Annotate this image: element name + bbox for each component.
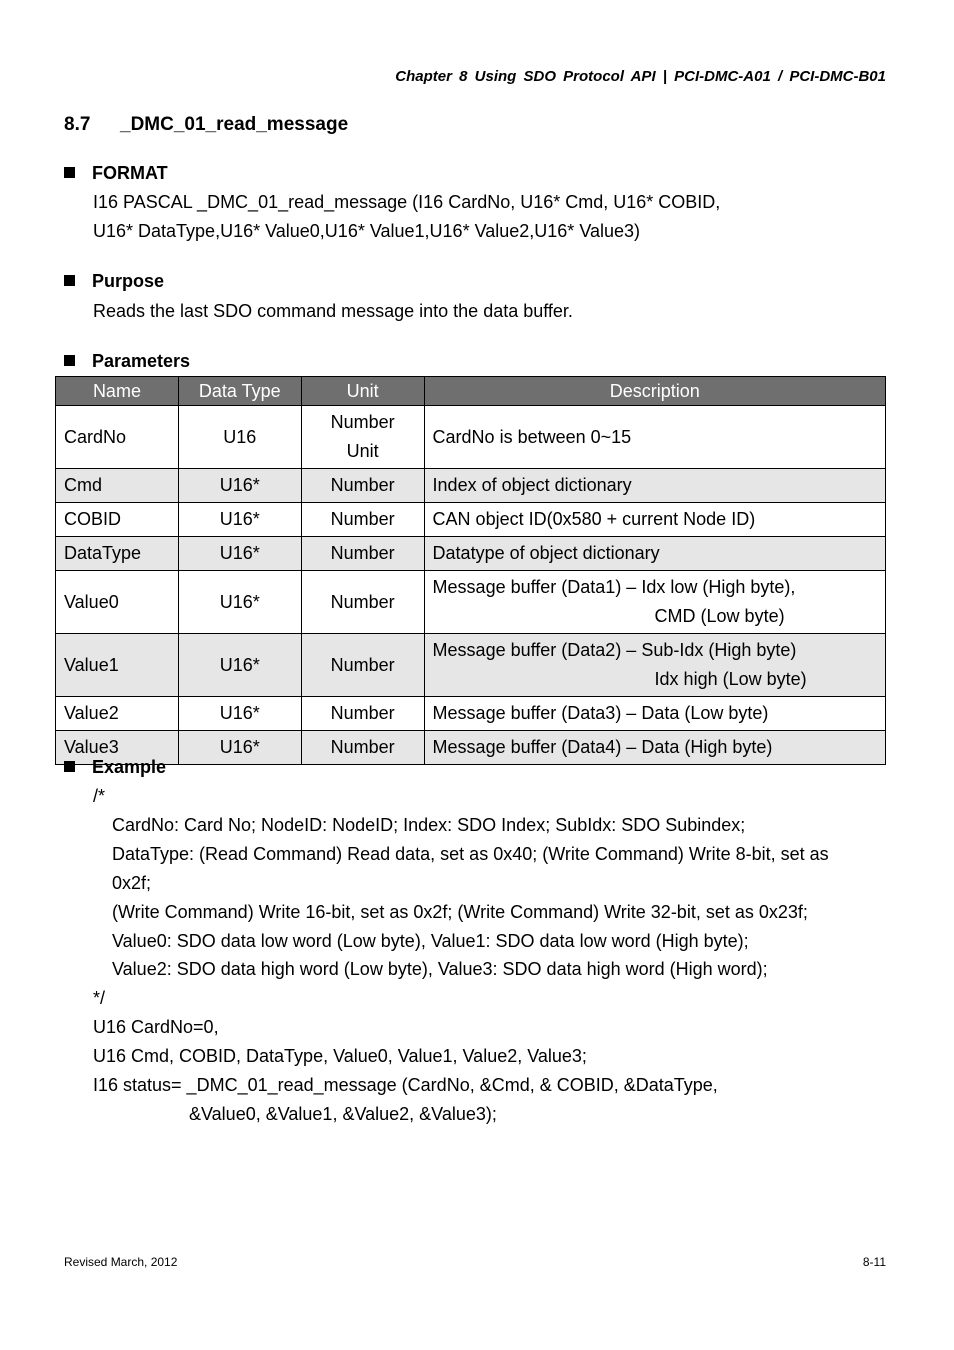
purpose-text: Reads the last SDO command message into the data buffer. (93, 301, 573, 321)
comment-line: Value2: SDO data high word (Low byte), Value3: SDO data high word (High word); (112, 959, 768, 979)
example-heading-label: Example (92, 757, 167, 777)
cell-description: Index of object dictionary (424, 469, 885, 503)
format-heading-label: FORMAT (92, 163, 168, 183)
comment-line: (Write Command) Write 16-bit, set as 0x2f; (Write Command) Write 32-bit, set as 0x23f; (112, 902, 808, 922)
cell-unit: Number Unit (301, 406, 424, 469)
cell-description: Message buffer (Data1) – Idx low (High byte), CMD (Low byte) (424, 571, 885, 634)
col-header-data-type: Data Type (178, 377, 301, 406)
bullet-square-icon (64, 167, 75, 178)
cell-name: Value0 (56, 571, 179, 634)
cell-unit: Number (301, 731, 424, 765)
code-continuation: &Value0, &Value1, &Value2, &Value3); (189, 1104, 497, 1124)
cell-name: DataType (56, 537, 179, 571)
comment-open: /* (93, 786, 106, 806)
cell-type: U16* (178, 571, 301, 634)
cell-type: U16* (178, 634, 301, 697)
format-heading (64, 163, 168, 184)
table-header-row (56, 377, 886, 406)
col-header-unit: Unit (301, 377, 424, 406)
table-row (56, 731, 886, 765)
purpose-heading-label: Purpose (92, 271, 165, 291)
bullet-square-icon (64, 275, 75, 286)
cell-unit: Number (301, 697, 424, 731)
section-name: _DMC_01_read_message (120, 114, 349, 135)
cell-unit: Number (301, 571, 424, 634)
page-header: Chapter 8 Using SDO Protocol API | PCI-DMC-A01 / PCI-DMC-B01 (395, 68, 886, 85)
table-row (56, 503, 886, 537)
comment-line: CardNo: Card No; NodeID: NodeID; Index: SDO Index; SubIdx: SDO Subindex; (112, 815, 746, 835)
code-line: I16 status= _DMC_01_read_message (CardNo, &Cmd, & COBID, &DataType, (93, 1075, 718, 1095)
example-heading (64, 757, 166, 778)
section-number: 8.7 (64, 114, 91, 135)
cell-unit: Number (301, 537, 424, 571)
footer-page-number: 8-11 (862, 1255, 886, 1269)
comment-line: Value0: SDO data low word (Low byte), Value1: SDO data low word (High byte); (112, 931, 749, 951)
cell-type: U16 (178, 406, 301, 469)
cell-name: Cmd (56, 469, 179, 503)
cell-type: U16* (178, 697, 301, 731)
code-line: U16 Cmd, COBID, DataType, Value0, Value1, Value2, Value3; (93, 1046, 587, 1066)
col-header-name: Name (56, 377, 179, 406)
cell-name: Value3 (56, 731, 179, 765)
format-line-2: U16* DataType,U16* Value0,U16* Value1,U16* Value2,U16* Value3) (93, 221, 641, 241)
table-row (56, 571, 886, 634)
col-header-description: Description (424, 377, 885, 406)
cell-name: Value1 (56, 634, 179, 697)
purpose-heading (64, 271, 164, 292)
parameters-heading-label: Parameters (92, 351, 191, 371)
footer-revision: Revised March, 2012 (64, 1255, 178, 1269)
cell-description: Datatype of object dictionary (424, 537, 885, 571)
cell-description: Message buffer (Data4) – Data (High byte) (424, 731, 885, 765)
cell-type: U16* (178, 503, 301, 537)
comment-line: DataType: (Read Command) Read data, set as 0x40; (Write Command) Write 8-bit, set as (112, 844, 829, 864)
parameters-table (55, 376, 886, 765)
cell-unit: Number (301, 469, 424, 503)
cell-type: U16* (178, 537, 301, 571)
bullet-square-icon (64, 761, 75, 772)
parameters-heading (64, 351, 190, 372)
bullet-square-icon (64, 355, 75, 366)
table-row (56, 537, 886, 571)
cell-type: U16* (178, 469, 301, 503)
cell-unit: Number (301, 503, 424, 537)
section-title (64, 114, 348, 136)
comment-line: 0x2f; (112, 873, 152, 893)
table-row (56, 697, 886, 731)
cell-name: CardNo (56, 406, 179, 469)
cell-description: CAN object ID(0x580 + current Node ID) (424, 503, 885, 537)
code-line: U16 CardNo=0, (93, 1017, 219, 1037)
cell-description: Message buffer (Data2) – Sub-Idx (High byte) Idx high (Low byte) (424, 634, 885, 697)
format-line-1: I16 PASCAL _DMC_01_read_message (I16 CardNo, U16* Cmd, U16* COBID, (93, 192, 721, 212)
cell-type: U16* (178, 731, 301, 765)
cell-name: COBID (56, 503, 179, 537)
cell-unit: Number (301, 634, 424, 697)
table-row (56, 469, 886, 503)
cell-description: CardNo is between 0~15 (424, 406, 885, 469)
comment-close: */ (93, 988, 106, 1008)
table-row (56, 406, 886, 469)
cell-description: Message buffer (Data3) – Data (Low byte) (424, 697, 885, 731)
table-row (56, 634, 886, 697)
cell-name: Value2 (56, 697, 179, 731)
